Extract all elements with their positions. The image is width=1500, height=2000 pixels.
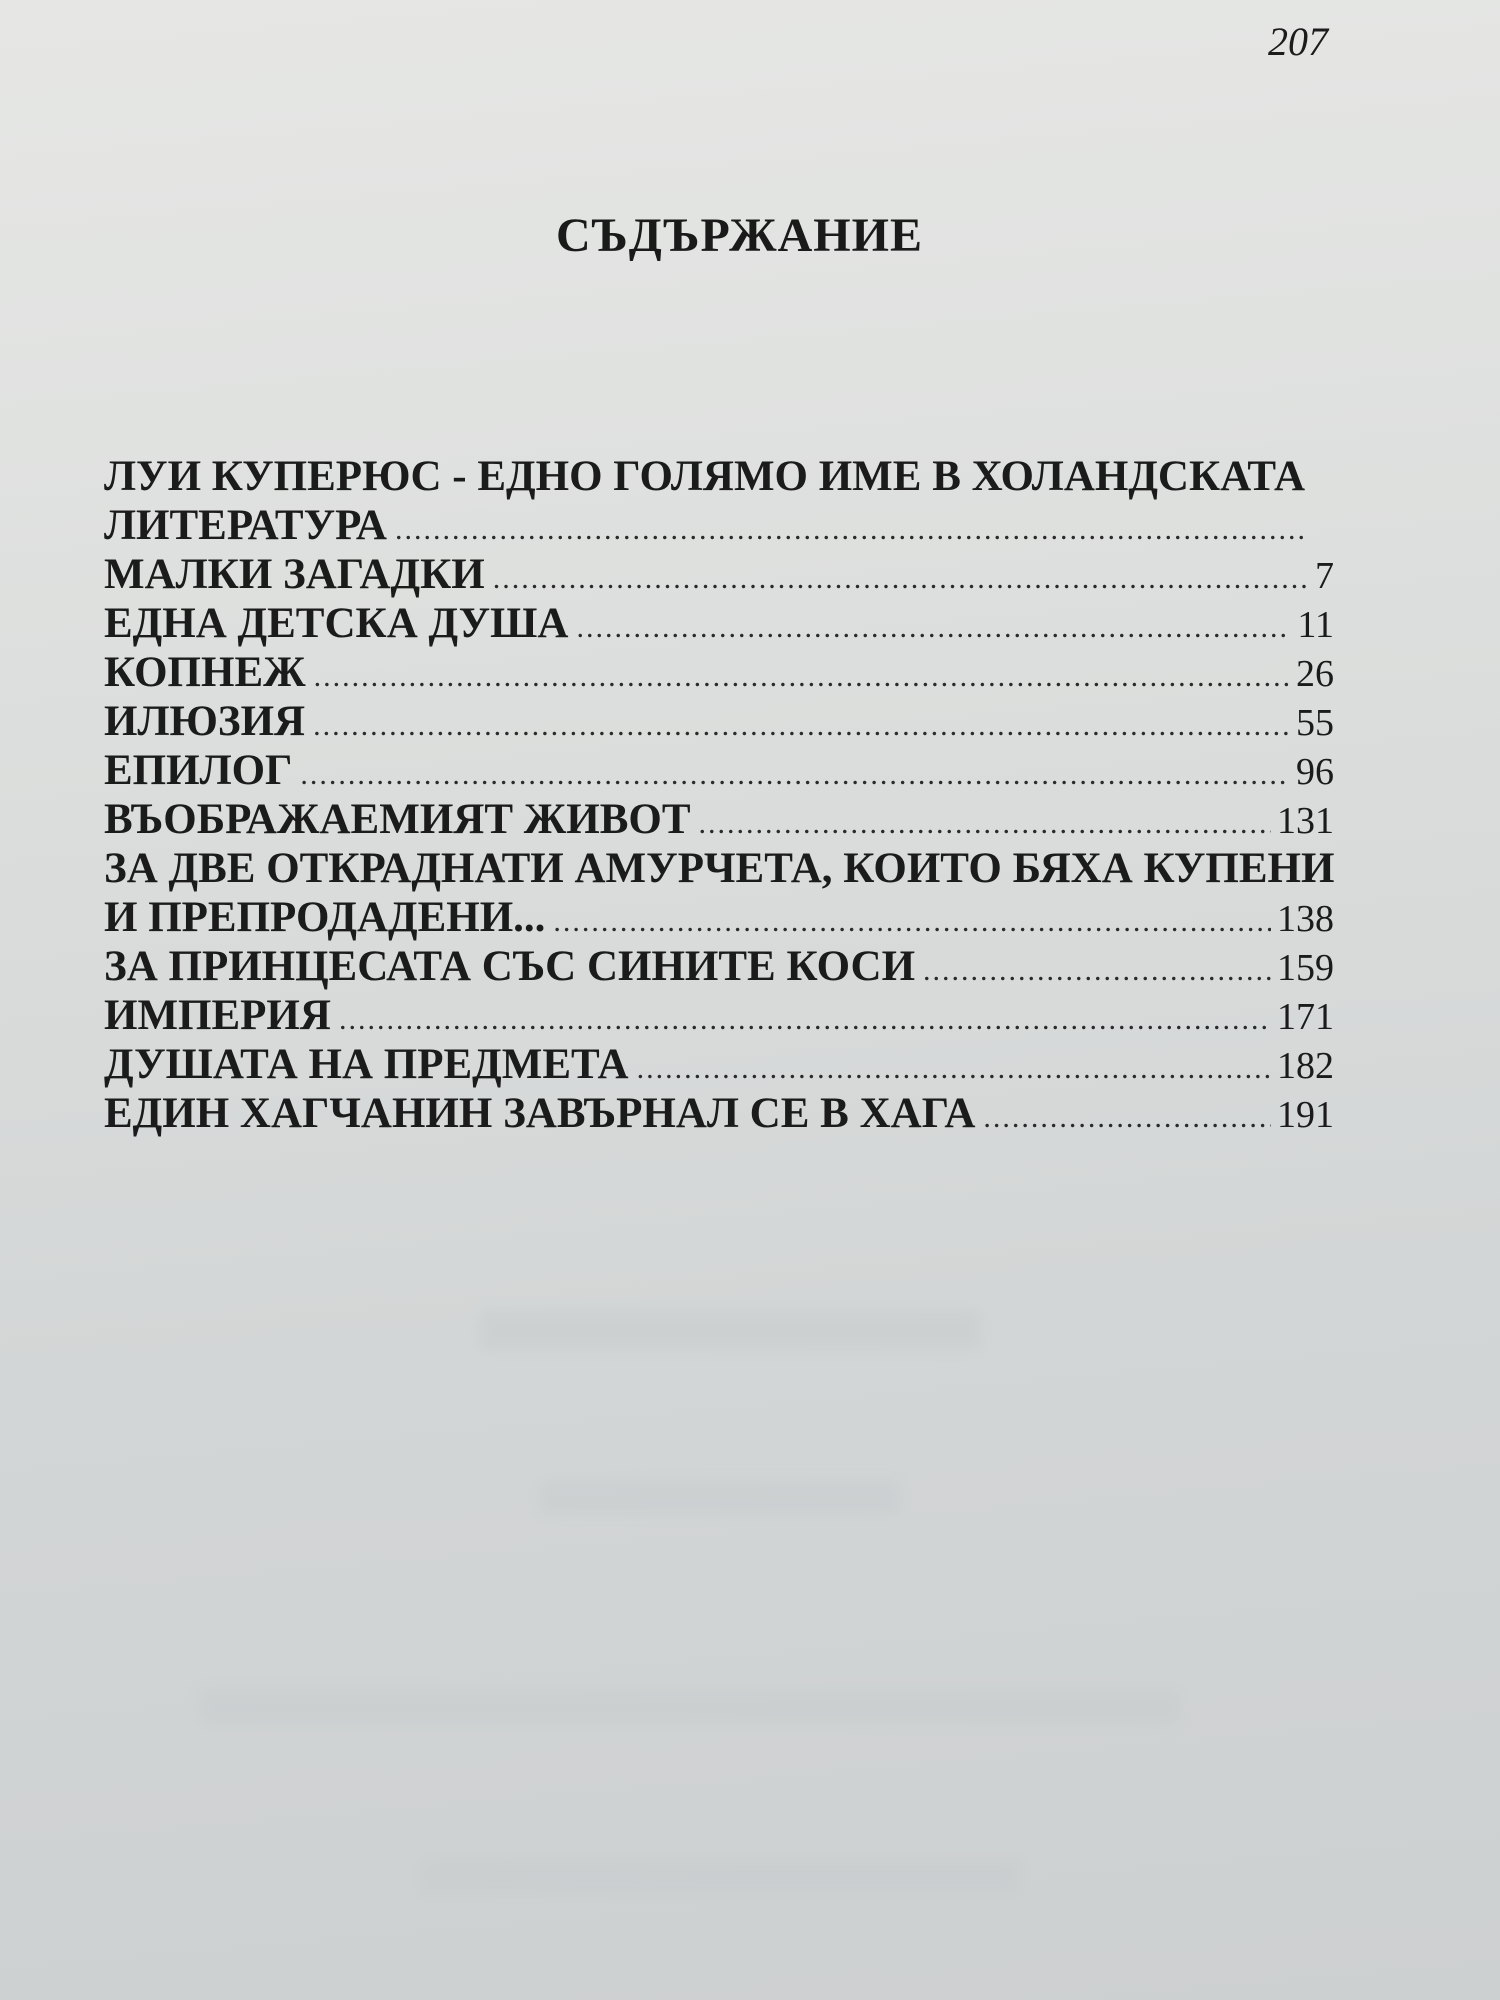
toc-leader-dots bbox=[576, 603, 1291, 652]
page-number: 207 bbox=[1268, 19, 1328, 64]
toc-entry-title: ИЛЮЗИЯ bbox=[104, 698, 306, 745]
toc-entry bbox=[104, 844, 1334, 942]
toc-entry-title: И ПРЕПРОДАДЕНИ... bbox=[104, 894, 546, 941]
toc-entry-title: КОПНЕЖ bbox=[104, 649, 306, 696]
toc-entry-title: ИМПЕРИЯ bbox=[104, 992, 331, 1039]
toc-leader-dots bbox=[493, 554, 1308, 603]
toc-entry bbox=[104, 697, 1334, 746]
toc-leader-dots bbox=[395, 505, 1308, 554]
toc-entry-title: ЕПИЛОГ bbox=[104, 747, 293, 794]
toc-entry-page: 159 bbox=[1277, 947, 1334, 989]
toc-entry-page: 138 bbox=[1277, 898, 1334, 940]
toc-leader-dots bbox=[637, 1044, 1271, 1093]
table-of-contents bbox=[104, 452, 1334, 1138]
reverse-side-bleed-through bbox=[200, 1690, 1180, 1724]
toc-entry-title: ЛУИ КУПЕРЮС - ЕДНО ГОЛЯМО ИМЕ В ХОЛАНДСКАТА bbox=[104, 453, 1306, 500]
toc-entry-page: 131 bbox=[1277, 800, 1334, 842]
toc-entry-title: ЗА ПРИНЦЕСАТА СЪС СИНИТЕ КОСИ bbox=[104, 943, 916, 990]
toc-leader-dots bbox=[300, 750, 1290, 799]
toc-entry bbox=[104, 795, 1334, 844]
toc-leader-dots bbox=[983, 1093, 1271, 1142]
toc-leader-dots bbox=[339, 995, 1271, 1044]
toc-entry-title: ЛИТЕРАТУРА bbox=[104, 502, 387, 549]
toc-entry bbox=[104, 1040, 1334, 1089]
toc-entry-page: 55 bbox=[1296, 702, 1334, 744]
toc-entry bbox=[104, 1089, 1334, 1138]
toc-leader-dots bbox=[923, 946, 1271, 995]
toc-entry-title: ДУШАТА НА ПРЕДМЕТА bbox=[104, 1041, 629, 1088]
toc-title: СЪДЪРЖАНИЕ bbox=[556, 209, 923, 262]
reverse-side-bleed-through bbox=[420, 1860, 1020, 1894]
toc-entry-page: 26 bbox=[1296, 653, 1334, 695]
toc-entry bbox=[104, 942, 1334, 991]
toc-entry-page: 96 bbox=[1296, 751, 1334, 793]
toc-leader-dots bbox=[314, 652, 1290, 701]
toc-entry-title: МАЛКИ ЗАГАДКИ bbox=[104, 551, 485, 598]
toc-entry-page: 182 bbox=[1277, 1045, 1334, 1087]
toc-entry bbox=[104, 648, 1334, 697]
toc-entry-title: ЗА ДВЕ ОТКРАДНАТИ АМУРЧЕТА, КОИТО БЯХА КУПЕНИ bbox=[104, 845, 1335, 892]
toc-entry bbox=[104, 991, 1334, 1040]
toc-leader-dots bbox=[553, 897, 1271, 946]
toc-entry-title: ЕДНА ДЕТСКА ДУША bbox=[104, 600, 569, 647]
toc-entry-page: 191 bbox=[1277, 1094, 1334, 1136]
toc-entry-title: ЕДИН ХАГЧАНИН ЗАВЪРНАЛ СЕ В ХАГА bbox=[104, 1090, 976, 1137]
toc-entry bbox=[104, 550, 1334, 599]
toc-entry bbox=[104, 599, 1334, 648]
toc-entry-page: 171 bbox=[1277, 996, 1334, 1038]
toc-entry-page: 7 bbox=[1315, 555, 1334, 597]
toc-entry bbox=[104, 452, 1334, 550]
toc-entry bbox=[104, 746, 1334, 795]
toc-leader-dots bbox=[699, 799, 1271, 848]
reverse-side-bleed-through bbox=[480, 1310, 980, 1350]
toc-entry-title: ВЪОБРАЖАЕМИЯТ ЖИВОТ bbox=[104, 796, 691, 843]
toc-entry-page: 11 bbox=[1297, 604, 1334, 646]
reverse-side-bleed-through bbox=[540, 1480, 900, 1514]
toc-leader-dots bbox=[313, 701, 1290, 750]
